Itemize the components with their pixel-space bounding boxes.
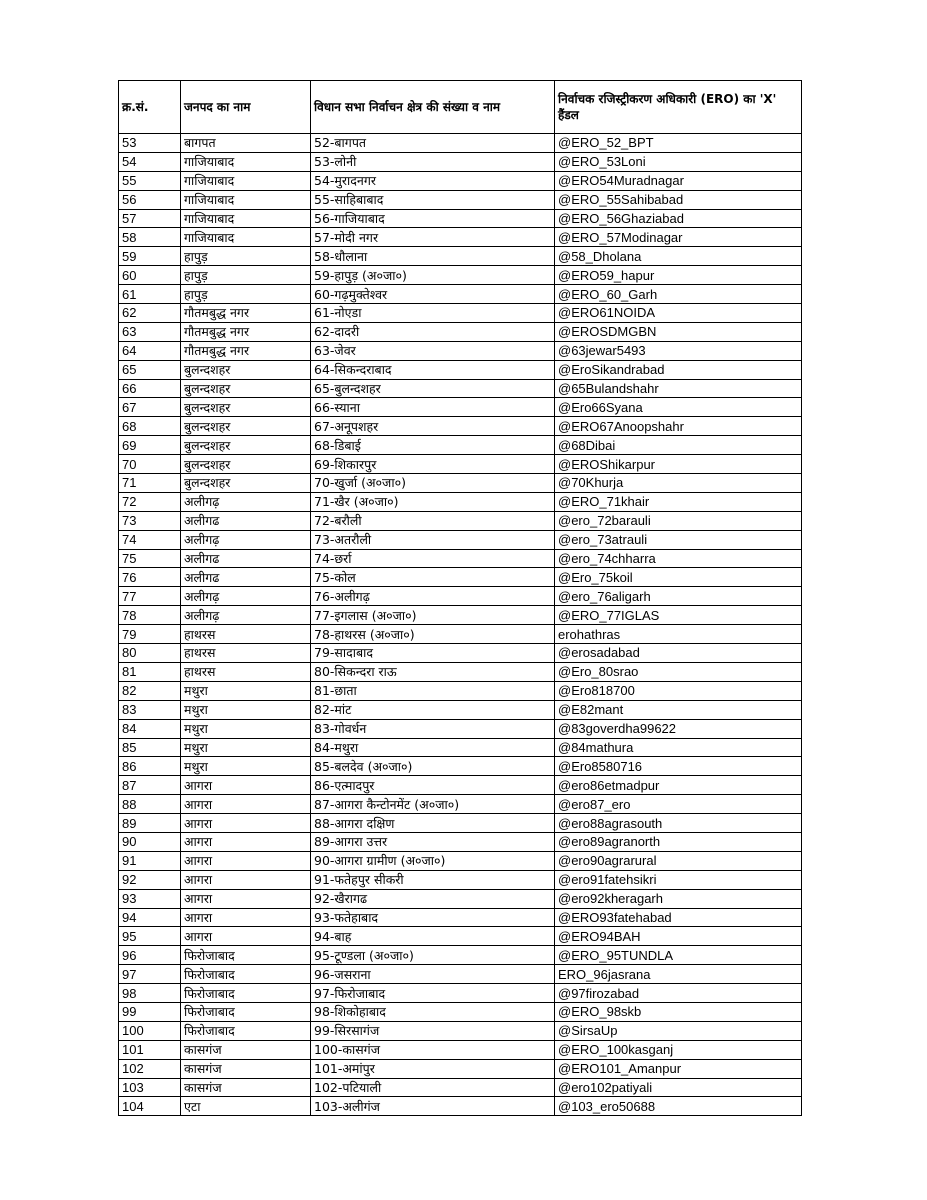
table-row	[119, 681, 802, 700]
cell-serial: 55	[119, 171, 181, 190]
cell-serial: 87	[119, 776, 181, 795]
cell-district: हाथरस	[181, 644, 311, 663]
cell-serial: 96	[119, 946, 181, 965]
cell-constituency: 55-साहिबाबाद	[311, 190, 555, 209]
cell-handle: @ero86etmadpur	[555, 776, 802, 795]
cell-serial: 97	[119, 965, 181, 984]
table-row	[119, 738, 802, 757]
cell-serial: 93	[119, 889, 181, 908]
cell-handle: @83goverdha99622	[555, 719, 802, 738]
cell-constituency: 92-खैरागढ	[311, 889, 555, 908]
cell-handle: @ero92kheragarh	[555, 889, 802, 908]
cell-serial: 90	[119, 832, 181, 851]
cell-constituency: 79-सादाबाद	[311, 644, 555, 663]
cell-serial: 83	[119, 700, 181, 719]
cell-handle: @Ero818700	[555, 681, 802, 700]
cell-handle: @ero_76aligarh	[555, 587, 802, 606]
table-row	[119, 568, 802, 587]
cell-constituency: 57-मोदी नगर	[311, 228, 555, 247]
cell-handle: @ero88agrasouth	[555, 814, 802, 833]
cell-constituency: 100-कासगंज	[311, 1040, 555, 1059]
cell-district: आगरा	[181, 776, 311, 795]
cell-constituency: 77-इगलास (अ०जा०)	[311, 606, 555, 625]
cell-constituency: 56-गाजियाबाद	[311, 209, 555, 228]
table-row	[119, 851, 802, 870]
cell-serial: 82	[119, 681, 181, 700]
cell-handle: @EROSDMGBN	[555, 322, 802, 341]
cell-district: फिरोजाबाद	[181, 965, 311, 984]
cell-district: आगरा	[181, 908, 311, 927]
table-row	[119, 190, 802, 209]
table-row	[119, 814, 802, 833]
cell-handle: @84mathura	[555, 738, 802, 757]
cell-serial: 66	[119, 379, 181, 398]
cell-constituency: 98-शिकोहाबाद	[311, 1002, 555, 1021]
cell-district: हापुड़	[181, 247, 311, 266]
cell-district: अलीगढ़	[181, 606, 311, 625]
cell-district: मथुरा	[181, 719, 311, 738]
cell-serial: 102	[119, 1059, 181, 1078]
cell-serial: 54	[119, 152, 181, 171]
table-row	[119, 379, 802, 398]
table-row	[119, 927, 802, 946]
cell-district: गाजियाबाद	[181, 171, 311, 190]
cell-handle: @ero_74chharra	[555, 549, 802, 568]
cell-serial: 92	[119, 870, 181, 889]
cell-serial: 88	[119, 795, 181, 814]
cell-handle: @65Bulandshahr	[555, 379, 802, 398]
cell-district: हाथरस	[181, 625, 311, 644]
cell-serial: 89	[119, 814, 181, 833]
table-row	[119, 322, 802, 341]
cell-district: गौतमबुद्ध नगर	[181, 304, 311, 323]
table-row	[119, 606, 802, 625]
cell-handle: @ero_73atrauli	[555, 530, 802, 549]
cell-handle: @ERO_100kasganj	[555, 1040, 802, 1059]
cell-constituency: 103-अलीगंज	[311, 1097, 555, 1116]
cell-serial: 99	[119, 1002, 181, 1021]
table-row	[119, 134, 802, 153]
cell-constituency: 97-फिरोजाबाद	[311, 984, 555, 1003]
cell-serial: 94	[119, 908, 181, 927]
cell-constituency: 74-छर्रा	[311, 549, 555, 568]
cell-handle: @ERO67Anoopshahr	[555, 417, 802, 436]
table-row	[119, 228, 802, 247]
cell-district: हापुड़	[181, 285, 311, 304]
cell-district: आगरा	[181, 795, 311, 814]
cell-district: आगरा	[181, 851, 311, 870]
cell-district: अलीगढ	[181, 549, 311, 568]
table-row	[119, 757, 802, 776]
cell-serial: 75	[119, 549, 181, 568]
cell-constituency: 95-टूण्डला (अ०जा०)	[311, 946, 555, 965]
cell-constituency: 81-छाता	[311, 681, 555, 700]
cell-district: फिरोजाबाद	[181, 1002, 311, 1021]
cell-district: गाजियाबाद	[181, 152, 311, 171]
cell-handle: @70Khurja	[555, 474, 802, 493]
cell-serial: 72	[119, 492, 181, 511]
cell-handle: @ERO93fatehabad	[555, 908, 802, 927]
cell-handle: @ERO_53Loni	[555, 152, 802, 171]
table-row	[119, 776, 802, 795]
cell-constituency: 87-आगरा कैन्टोनमेंट (अ०जा०)	[311, 795, 555, 814]
cell-handle: @SirsaUp	[555, 1021, 802, 1040]
cell-serial: 57	[119, 209, 181, 228]
cell-constituency: 93-फतेहाबाद	[311, 908, 555, 927]
cell-handle: @ERO54Muradnagar	[555, 171, 802, 190]
table-header	[119, 81, 802, 134]
cell-district: अलीगढ़	[181, 492, 311, 511]
cell-handle: @103_ero50688	[555, 1097, 802, 1116]
table-row	[119, 1040, 802, 1059]
cell-district: गाजियाबाद	[181, 209, 311, 228]
table-row	[119, 492, 802, 511]
cell-handle: @97firozabad	[555, 984, 802, 1003]
cell-serial: 101	[119, 1040, 181, 1059]
header-district: जनपद का नाम	[181, 81, 311, 134]
cell-district: बुलन्दशहर	[181, 417, 311, 436]
table-row	[119, 152, 802, 171]
cell-constituency: 101-अमांपुर	[311, 1059, 555, 1078]
cell-district: बुलन्दशहर	[181, 455, 311, 474]
cell-district: मथुरा	[181, 738, 311, 757]
header-row	[119, 81, 802, 134]
cell-constituency: 52-बागपत	[311, 134, 555, 153]
table-row	[119, 549, 802, 568]
cell-district: बुलन्दशहर	[181, 436, 311, 455]
header-handle: निर्वाचक रजिस्ट्रीकरण अधिकारी (ERO) का 'X' हैंडल	[555, 81, 802, 134]
cell-constituency: 54-मुरादनगर	[311, 171, 555, 190]
cell-district: अलीगढ़	[181, 530, 311, 549]
cell-handle: @erosadabad	[555, 644, 802, 663]
cell-district: अलीगढ	[181, 511, 311, 530]
cell-district: गौतमबुद्ध नगर	[181, 322, 311, 341]
table-row	[119, 587, 802, 606]
cell-district: हापुड़	[181, 266, 311, 285]
cell-serial: 91	[119, 851, 181, 870]
cell-district: फिरोजाबाद	[181, 946, 311, 965]
table-row	[119, 398, 802, 417]
table-row	[119, 984, 802, 1003]
cell-constituency: 64-सिकन्दराबाद	[311, 360, 555, 379]
cell-serial: 68	[119, 417, 181, 436]
cell-district: बागपत	[181, 134, 311, 153]
cell-district: कासगंज	[181, 1040, 311, 1059]
cell-handle: @Ero66Syana	[555, 398, 802, 417]
header-serial: क्र.सं.	[119, 81, 181, 134]
cell-handle: @E82mant	[555, 700, 802, 719]
cell-handle: @ERO_55Sahibabad	[555, 190, 802, 209]
table-row	[119, 1097, 802, 1116]
cell-handle: @Ero_75koil	[555, 568, 802, 587]
cell-district: एटा	[181, 1097, 311, 1116]
table-row	[119, 946, 802, 965]
cell-district: अलीगढ़	[181, 587, 311, 606]
cell-constituency: 61-नोएडा	[311, 304, 555, 323]
table-row	[119, 360, 802, 379]
table-row	[119, 304, 802, 323]
cell-serial: 65	[119, 360, 181, 379]
cell-district: गाजियाबाद	[181, 190, 311, 209]
cell-handle: @ERO_57Modinagar	[555, 228, 802, 247]
cell-serial: 98	[119, 984, 181, 1003]
table-row	[119, 719, 802, 738]
table-row	[119, 266, 802, 285]
cell-district: फिरोजाबाद	[181, 984, 311, 1003]
cell-constituency: 75-कोल	[311, 568, 555, 587]
cell-serial: 86	[119, 757, 181, 776]
cell-handle: @ero89agranorth	[555, 832, 802, 851]
table-row	[119, 908, 802, 927]
header-constituency: विधान सभा निर्वाचन क्षेत्र की संख्या व नाम	[311, 81, 555, 134]
table-row	[119, 341, 802, 360]
cell-district: गाजियाबाद	[181, 228, 311, 247]
cell-handle: @EroSikandrabad	[555, 360, 802, 379]
cell-constituency: 62-दादरी	[311, 322, 555, 341]
cell-constituency: 86-एत्मादपुर	[311, 776, 555, 795]
cell-serial: 64	[119, 341, 181, 360]
cell-handle: @ERO_77IGLAS	[555, 606, 802, 625]
cell-serial: 62	[119, 304, 181, 323]
cell-district: कासगंज	[181, 1059, 311, 1078]
cell-serial: 103	[119, 1078, 181, 1097]
cell-serial: 79	[119, 625, 181, 644]
cell-serial: 58	[119, 228, 181, 247]
table-row	[119, 1021, 802, 1040]
cell-constituency: 72-बरौली	[311, 511, 555, 530]
cell-serial: 59	[119, 247, 181, 266]
cell-handle: @ERO59_hapur	[555, 266, 802, 285]
cell-serial: 73	[119, 511, 181, 530]
cell-serial: 61	[119, 285, 181, 304]
cell-serial: 74	[119, 530, 181, 549]
table-row	[119, 889, 802, 908]
cell-constituency: 84-मथुरा	[311, 738, 555, 757]
table-row	[119, 644, 802, 663]
cell-constituency: 66-स्याना	[311, 398, 555, 417]
table-row	[119, 455, 802, 474]
cell-handle: @ERO61NOIDA	[555, 304, 802, 323]
cell-constituency: 78-हाथरस (अ०जा०)	[311, 625, 555, 644]
table-row	[119, 625, 802, 644]
cell-handle: @58_Dholana	[555, 247, 802, 266]
table-row	[119, 1002, 802, 1021]
cell-serial: 78	[119, 606, 181, 625]
cell-handle: @ero_72barauli	[555, 511, 802, 530]
cell-constituency: 82-मांट	[311, 700, 555, 719]
cell-serial: 63	[119, 322, 181, 341]
cell-handle: ERO_96jasrana	[555, 965, 802, 984]
cell-district: हाथरस	[181, 662, 311, 681]
cell-handle: @ERO_98skb	[555, 1002, 802, 1021]
table-row	[119, 795, 802, 814]
cell-handle: @ERO_52_BPT	[555, 134, 802, 153]
cell-constituency: 102-पटियाली	[311, 1078, 555, 1097]
cell-district: फिरोजाबाद	[181, 1021, 311, 1040]
cell-constituency: 90-आगरा ग्रामीण (अ०जा०)	[311, 851, 555, 870]
cell-district: गौतमबुद्ध नगर	[181, 341, 311, 360]
cell-district: आगरा	[181, 832, 311, 851]
cell-constituency: 85-बलदेव (अ०जा०)	[311, 757, 555, 776]
table-row	[119, 1078, 802, 1097]
cell-constituency: 53-लोनी	[311, 152, 555, 171]
table-row	[119, 417, 802, 436]
cell-serial: 104	[119, 1097, 181, 1116]
cell-constituency: 60-गढ़मुक्तेश्वर	[311, 285, 555, 304]
table-row	[119, 247, 802, 266]
cell-district: बुलन्दशहर	[181, 379, 311, 398]
cell-constituency: 65-बुलन्दशहर	[311, 379, 555, 398]
cell-handle: @ERO_60_Garh	[555, 285, 802, 304]
cell-serial: 76	[119, 568, 181, 587]
cell-constituency: 69-शिकारपुर	[311, 455, 555, 474]
cell-district: मथुरा	[181, 700, 311, 719]
table-body	[119, 134, 802, 1116]
cell-handle: @ERO_71khair	[555, 492, 802, 511]
table-row	[119, 662, 802, 681]
table-row	[119, 870, 802, 889]
cell-district: बुलन्दशहर	[181, 474, 311, 493]
cell-serial: 69	[119, 436, 181, 455]
cell-serial: 53	[119, 134, 181, 153]
cell-constituency: 88-आगरा दक्षिण	[311, 814, 555, 833]
cell-handle: erohathras	[555, 625, 802, 644]
cell-serial: 71	[119, 474, 181, 493]
table-row	[119, 832, 802, 851]
table-row	[119, 1059, 802, 1078]
cell-serial: 85	[119, 738, 181, 757]
cell-district: कासगंज	[181, 1078, 311, 1097]
cell-handle: @ERO_95TUNDLA	[555, 946, 802, 965]
table-row	[119, 511, 802, 530]
cell-serial: 100	[119, 1021, 181, 1040]
cell-serial: 81	[119, 662, 181, 681]
table-row	[119, 965, 802, 984]
table-row	[119, 209, 802, 228]
cell-serial: 70	[119, 455, 181, 474]
cell-handle: @63jewar5493	[555, 341, 802, 360]
cell-district: आगरा	[181, 814, 311, 833]
cell-constituency: 67-अनूपशहर	[311, 417, 555, 436]
cell-district: आगरा	[181, 889, 311, 908]
table-row	[119, 474, 802, 493]
cell-handle: @Ero8580716	[555, 757, 802, 776]
cell-district: बुलन्दशहर	[181, 398, 311, 417]
cell-constituency: 76-अलीगढ़	[311, 587, 555, 606]
cell-handle: @ero102patiyali	[555, 1078, 802, 1097]
cell-constituency: 83-गोवर्धन	[311, 719, 555, 738]
cell-constituency: 91-फतेहपुर सीकरी	[311, 870, 555, 889]
cell-constituency: 59-हापुड़ (अ०जा०)	[311, 266, 555, 285]
cell-serial: 95	[119, 927, 181, 946]
cell-serial: 56	[119, 190, 181, 209]
cell-serial: 80	[119, 644, 181, 663]
cell-serial: 77	[119, 587, 181, 606]
cell-serial: 84	[119, 719, 181, 738]
cell-district: अलीगढ	[181, 568, 311, 587]
cell-serial: 60	[119, 266, 181, 285]
table-row	[119, 530, 802, 549]
cell-district: मथुरा	[181, 757, 311, 776]
cell-constituency: 89-आगरा उत्तर	[311, 832, 555, 851]
table-row	[119, 436, 802, 455]
cell-constituency: 94-बाह	[311, 927, 555, 946]
cell-handle: @EROShikarpur	[555, 455, 802, 474]
cell-handle: @ERO94BAH	[555, 927, 802, 946]
cell-handle: @ero87_ero	[555, 795, 802, 814]
cell-serial: 67	[119, 398, 181, 417]
cell-handle: @ERO_56Ghaziabad	[555, 209, 802, 228]
ero-handles-table	[118, 80, 802, 1116]
cell-constituency: 63-जेवर	[311, 341, 555, 360]
cell-handle: @Ero_80srao	[555, 662, 802, 681]
cell-district: आगरा	[181, 870, 311, 889]
cell-handle: @ERO101_Amanpur	[555, 1059, 802, 1078]
cell-constituency: 96-जसराना	[311, 965, 555, 984]
cell-constituency: 73-अतरौली	[311, 530, 555, 549]
cell-handle: @ero91fatehsikri	[555, 870, 802, 889]
table-row	[119, 171, 802, 190]
cell-constituency: 68-डिबाई	[311, 436, 555, 455]
cell-constituency: 58-धौलाना	[311, 247, 555, 266]
cell-constituency: 99-सिरसागंज	[311, 1021, 555, 1040]
table-row	[119, 285, 802, 304]
cell-district: मथुरा	[181, 681, 311, 700]
cell-district: आगरा	[181, 927, 311, 946]
table-row	[119, 700, 802, 719]
cell-constituency: 71-खैर (अ०जा०)	[311, 492, 555, 511]
cell-handle: @ero90agrarural	[555, 851, 802, 870]
cell-handle: @68Dibai	[555, 436, 802, 455]
cell-district: बुलन्दशहर	[181, 360, 311, 379]
cell-constituency: 80-सिकन्दरा राऊ	[311, 662, 555, 681]
cell-constituency: 70-खुर्जा (अ०जा०)	[311, 474, 555, 493]
